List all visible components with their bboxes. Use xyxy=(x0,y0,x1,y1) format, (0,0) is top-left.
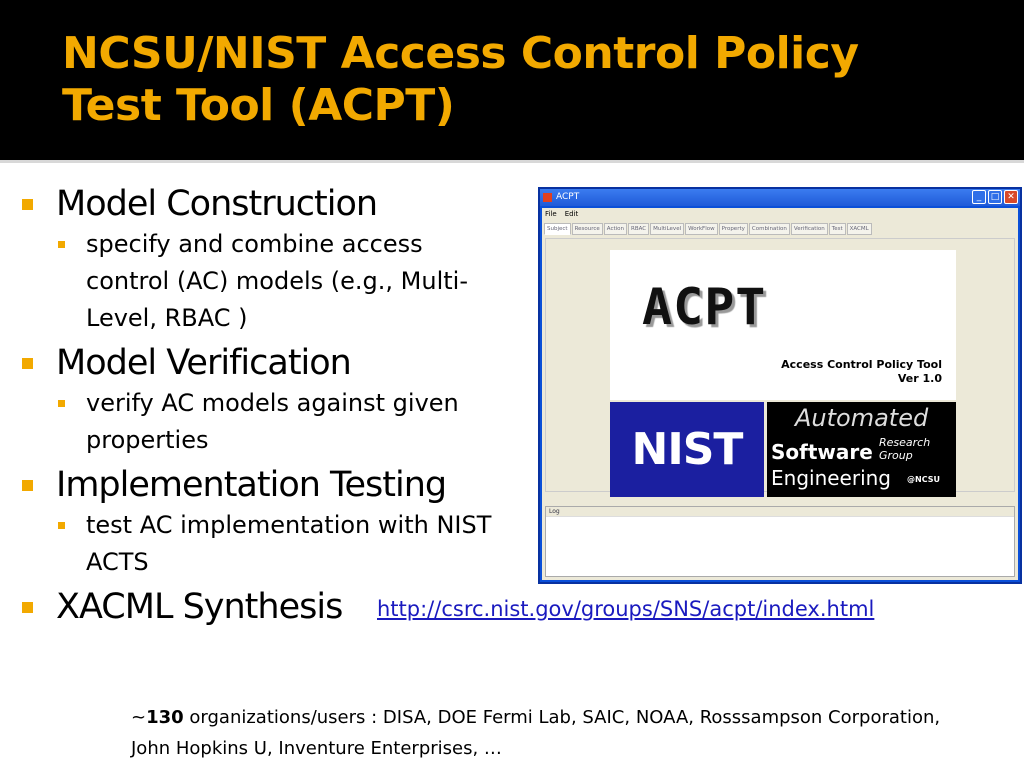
slide-title-line2: Test Tool (ACPT) xyxy=(62,80,455,131)
tab-combination[interactable]: Combination xyxy=(749,223,790,235)
sub-bullet-item xyxy=(18,385,466,459)
sub-bullet-item xyxy=(18,226,506,337)
bullet-text: Model Verification xyxy=(56,343,351,383)
ase-logo xyxy=(767,402,956,497)
tab-property[interactable]: Property xyxy=(719,223,748,235)
bullet-item xyxy=(18,463,518,507)
tab-subject[interactable]: Subject xyxy=(544,223,571,235)
footnote-count: 130 xyxy=(146,707,184,728)
acpt-logo-version: Ver 1.0 xyxy=(897,372,942,385)
sub-bullet-item xyxy=(18,507,506,581)
tab-resource[interactable]: Resource xyxy=(572,223,603,235)
tab-test[interactable]: Test xyxy=(829,223,846,235)
footnote xyxy=(131,702,971,764)
acpt-window-screenshot xyxy=(538,187,1022,584)
ase-research-text: Research xyxy=(879,436,931,449)
tab-verification[interactable]: Verification xyxy=(791,223,828,235)
bullet-square-icon xyxy=(22,358,33,369)
acpt-url-link[interactable]: http://csrc.nist.gov/groups/SNS/acpt/index.html xyxy=(377,597,875,621)
acpt-splash-logo xyxy=(610,250,956,497)
sub-bullet-text: verify AC models against given properties xyxy=(86,389,459,454)
sub-bullet-text: test AC implementation with NIST ACTS xyxy=(86,511,492,576)
sub-bullet-text: specify and combine access control (AC) models (e.g., Multi-Level, RBAC ) xyxy=(86,230,468,332)
log-panel[interactable] xyxy=(545,506,1015,577)
ase-automated-text: Automated xyxy=(795,404,929,432)
bullet-item xyxy=(18,182,518,226)
ase-engineering-text: Engineering xyxy=(771,466,891,490)
maximize-icon[interactable]: □ xyxy=(988,190,1002,204)
bullet-square-icon xyxy=(22,199,33,210)
window-title: ACPT xyxy=(556,192,580,202)
ase-group-text: Group xyxy=(879,449,913,462)
ase-research-group xyxy=(879,436,930,462)
footnote-prefix: ~ xyxy=(131,707,147,728)
tab-xacml[interactable]: XACML xyxy=(847,223,872,235)
tab-multilevel[interactable]: MultiLevel xyxy=(650,223,684,235)
nist-logo: NIST xyxy=(610,402,764,497)
sub-bullet-square-icon xyxy=(58,400,65,407)
bullet-list xyxy=(18,178,518,629)
tab-strip xyxy=(544,223,1018,235)
title-divider xyxy=(0,160,1024,163)
app-icon xyxy=(543,193,552,202)
menu-bar xyxy=(542,208,1018,220)
title-bar xyxy=(0,0,1024,160)
tab-action[interactable]: Action xyxy=(604,223,627,235)
slide-title xyxy=(62,28,859,132)
window-titlebar xyxy=(540,189,1020,206)
tab-workflow[interactable]: WorkFlow xyxy=(685,223,717,235)
bullet-square-icon xyxy=(22,602,33,613)
close-icon[interactable]: ✕ xyxy=(1004,190,1018,204)
bullet-square-icon xyxy=(22,480,33,491)
acpt-logo-subtitle xyxy=(781,358,942,386)
menu-edit[interactable]: Edit xyxy=(564,210,579,218)
bullet-text: Implementation Testing xyxy=(56,465,447,505)
footnote-text: organizations/users : DISA, DOE Fermi Lab, SAIC, NOAA, Rosssampson Corporation, John Hopkins U, Inventure Enterprises, … xyxy=(131,707,941,759)
menu-file[interactable]: File xyxy=(545,210,557,218)
log-label: Log xyxy=(546,507,1014,517)
bullet-text: XACML Synthesis xyxy=(56,587,343,627)
acpt-logo-title: ACPT xyxy=(642,278,767,336)
sub-bullet-square-icon xyxy=(58,522,65,529)
bullet-text: Model Construction xyxy=(56,184,378,224)
window-body xyxy=(542,208,1018,580)
acpt-logo-area xyxy=(610,250,956,400)
acpt-logo-subtitle-line1: Access Control Policy Tool xyxy=(781,358,942,371)
slide-title-line1: NCSU/NIST Access Control Policy xyxy=(62,28,859,79)
ase-ncsu-text: @NCSU xyxy=(907,475,940,484)
sub-bullet-square-icon xyxy=(58,241,65,248)
ase-software-text: Software xyxy=(771,440,873,464)
minimize-icon[interactable]: _ xyxy=(972,190,986,204)
tab-rbac[interactable]: RBAC xyxy=(628,223,649,235)
bullet-item xyxy=(18,341,518,385)
